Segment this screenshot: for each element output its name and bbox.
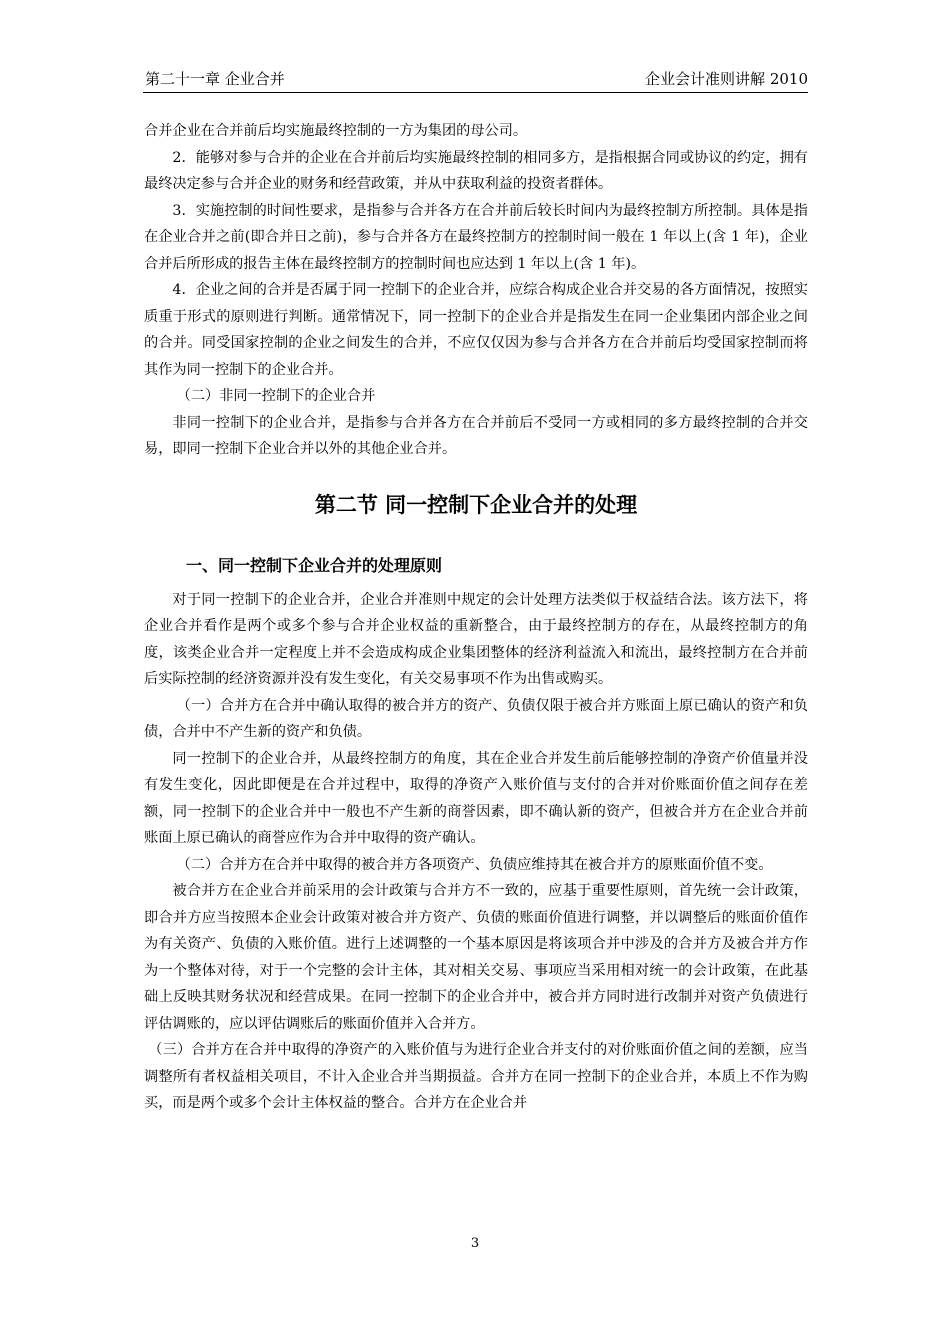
paragraph: （一）合并方在合并中确认取得的被合并方的资产、负债仅限于被合并方账面上原已确认的资产和负债，合并中不产生新的资产和负债。 [144, 697, 808, 740]
paragraph: 被合并方在企业合并前采用的会计政策与合并方不一致的，应基于重要性原则，首先统一会计政策，即合并方应当按照本企业会计政策对被合并方资产、负债的账面价值进行调整，并以调整后的账面价值作为有关资产、负债的入账价值。进行上述调整的一个基本原因是将该项合并中涉及的合并方及被合并方作为一个整体对待，对于一个完整的会计主体，其对相关交易、事项应当采用相对统一的会计政策，在此基础上反映其财务状况和经营成果。在同一控制下的企业合并中，被合并方同时进行改制并对资产负债进行评估调账的，应以评估调账后的账面价值并入合并方。 [144, 883, 808, 1032]
page-number: 3 [470, 1236, 480, 1251]
paragraph: 对于同一控制下的企业合并，企业合并准则中规定的会计处理方法类似于权益结合法。该方法下，将企业合并看作是两个或多个参与合并企业权益的重新整合，由于最终控制方的存在，从最终控制方的角度，该类企业合并一定程度上并不会造成构成企业集团整体的经济利益流入和流出，最终控制方在合并前后实际控制的经济资源并没有发生变化，有关交易事项不作为出售或购买。 [144, 591, 808, 687]
paragraph: （二）合并方在合并中取得的被合并方各项资产、负债应维持其在被合并方的原账面价值不变。 [176, 856, 773, 873]
subsection-title: 一、同一控制下企业合并的处理原则 [186, 555, 443, 575]
running-header-chapter: 第二十一章 企业合并 [145, 70, 285, 88]
section-title: 第二节 同一控制下企业合并的处理 [314, 492, 638, 517]
paragraph: 非同一控制下的企业合并，是指参与合并各方在合并前后不受同一方或相同的多方最终控制的合并交易，即同一控制下企业合并以外的其他企业合并。 [144, 414, 808, 457]
paragraph: 2．能够对参与合并的企业在合并前后均实施最终控制的相同多方，是指根据合同或协议的约定，拥有最终决定参与合并企业的财务和经营政策，并从中获取利益的投资者群体。 [144, 149, 808, 192]
paragraph: 同一控制下的企业合并，从最终控制方的角度，其在企业合并发生前后能够控制的净资产价值量并没有发生变化，因此即便是在合并过程中，取得的净资产入账价值与支付的合并对价账面价值之间存在差额，同一控制下的企业合并中一般也不产生新的商誉因素，即不确认新的资产，但被合并方在企业合并前账面上原已确认的商誉应作为合并中取得的资产确认。 [144, 750, 808, 846]
header-divider [143, 92, 808, 93]
page-body [144, 118, 808, 1117]
paragraph: （三）合并方在合并中取得的净资产的入账价值与为进行企业合并支付的对价账面价值之间的差额，应当调整所有者权益相关项目，不计入企业合并当期损益。合并方在同一控制下的企业合并，本质上不作为购买，而是两个或多个会计主体权益的整合。合并方在企业合并 [144, 1042, 808, 1111]
paragraph: 合并企业在合并前后均实施最终控制的一方为集团的母公司。 [144, 123, 528, 139]
paragraph: 3．实施控制的时间性要求，是指参与合并各方在合并前后较长时间内为最终控制方所控制。具体是指在企业合并之前(即合并日之前)，参与合并各方在最终控制方的控制时间一般在 1 年以上(含 1 年)，企业合并后所形成的报告主体在最终控制方的控制时间也应达到 1 年以上(含 1 年)。 [144, 202, 808, 272]
subheading-paragraph: （二）非同一控制下的企业合并 [176, 388, 376, 404]
paragraph: 4．企业之间的合并是否属于同一控制下的企业合并，应综合构成企业合并交易的各方面情况，按照实质重于形式的原则进行判断。通常情况下，同一控制下的企业合并是指发生在同一企业集团内部企业之间的合并。同受国家控制的企业之间发生的合并，不应仅仅因为参与合并各方在合并前后均受国家控制而将其作为同一控制下的企业合并。 [144, 282, 808, 378]
running-header-book-title: 企业会计准则讲解 2010 [645, 70, 808, 88]
